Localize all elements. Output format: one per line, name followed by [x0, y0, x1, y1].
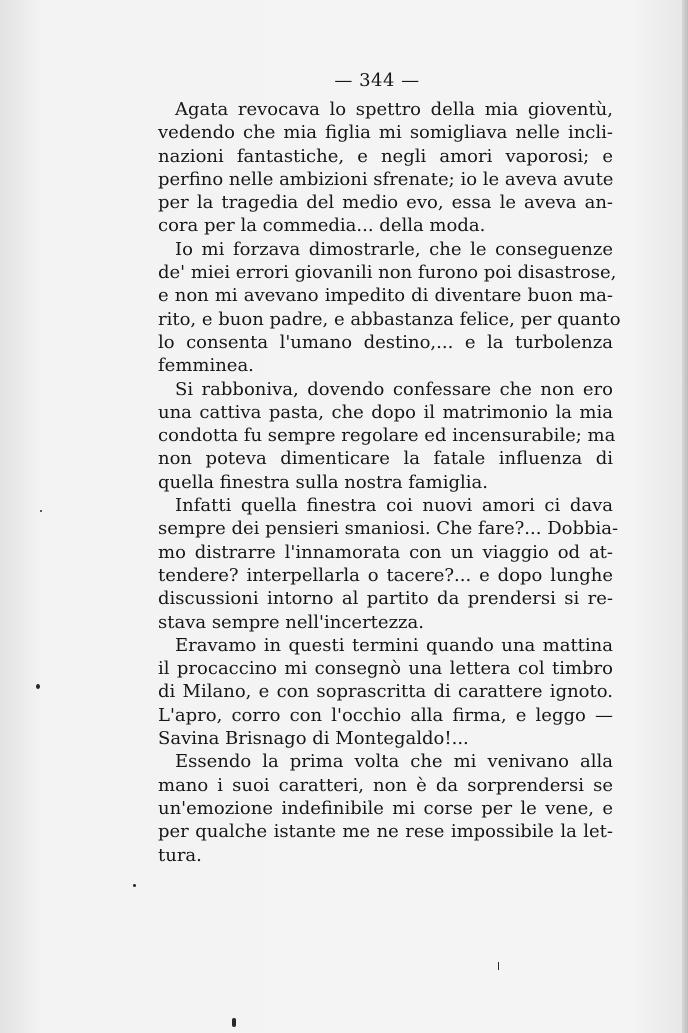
- text-line: vedendo che mia figlia mi somigliava nelle incli-: [158, 122, 613, 144]
- text-line: nazioni fantastiche, e negli amori vaporosi; e: [158, 145, 613, 167]
- ink-speck: [40, 510, 42, 512]
- text-line: mano i suoi caratteri, non è da sorprendersi se: [158, 774, 613, 796]
- page-edge-shadow: [682, 0, 688, 1033]
- text-line: de' miei errori giovanili non furono poi disastrose,: [158, 262, 617, 284]
- text-line: sempre dei pensieri smaniosi. Che fare?... Dobbia-: [158, 518, 619, 540]
- text-line: mo distrarre l'innamorata con un viaggio od at-: [158, 541, 613, 563]
- text-line: tura.: [158, 844, 202, 866]
- text-line: L'apro, corro con l'occhio alla firma, e leggo —: [158, 704, 613, 726]
- ink-speck: [498, 962, 499, 970]
- text-line: una cattiva pasta, che dopo il matrimonio la mia: [158, 401, 613, 423]
- text-line: Io mi forzava dimostrarle, che le conseguenze: [175, 238, 613, 260]
- text-line: femminea.: [158, 355, 254, 377]
- ink-speck: [133, 884, 136, 887]
- text-line: discussioni intorno al partito da prendersi si re-: [158, 588, 613, 610]
- text-line: per qualche istante me ne rese impossibile la let-: [158, 821, 613, 843]
- text-line: Si rabboniva, dovendo confessare che non ero: [175, 378, 613, 400]
- text-line: quella finestra sulla nostra famiglia.: [158, 471, 488, 493]
- text-line: e non mi avevano impedito di diventare buon ma-: [158, 285, 613, 307]
- text-line: Eravamo in questi termini quando una mattina: [175, 634, 613, 656]
- text-line: per la tragedia del medio evo, essa le aveva an-: [158, 192, 613, 214]
- text-line: un'emozione indefinibile mi corse per le vene, e: [158, 797, 613, 819]
- page-number: — 344 —: [334, 70, 420, 91]
- ink-speck: [36, 684, 40, 689]
- text-line: Agata revocava lo spettro della mia gioventù,: [175, 99, 613, 120]
- text-line: lo consenta l'umano destino,... e la turbolenza: [158, 331, 613, 353]
- text-line: di Milano, e con soprascritta di carattere ignoto.: [158, 681, 613, 703]
- text-line: Infatti quella finestra coi nuovi amori ci dava: [175, 495, 613, 517]
- text-line: cora per la commedia... della moda.: [158, 215, 486, 237]
- text-line: Essendo la prima volta che mi venivano alla: [175, 751, 613, 773]
- text-line: perfino nelle ambizioni sfrenate; io le aveva avute: [158, 168, 614, 190]
- text-line: tendere? interpellarla o tacere?... e dopo lunghe: [158, 564, 613, 586]
- ink-speck: [232, 1018, 236, 1027]
- text-line: condotta fu sempre regolare ed incensurabile; ma: [158, 425, 616, 447]
- text-line: non poteva dimenticare la fatale influenza di: [158, 448, 613, 470]
- text-line: rito, e buon padre, e abbastanza felice, per quanto: [158, 308, 621, 330]
- text-line: stava sempre nell'incertezza.: [158, 611, 424, 633]
- body-text: [158, 98, 621, 867]
- text-line: il procaccino mi consegnò una lettera col timbro: [158, 658, 613, 680]
- text-line: Savina Brisnago di Montegaldo!...: [158, 728, 469, 750]
